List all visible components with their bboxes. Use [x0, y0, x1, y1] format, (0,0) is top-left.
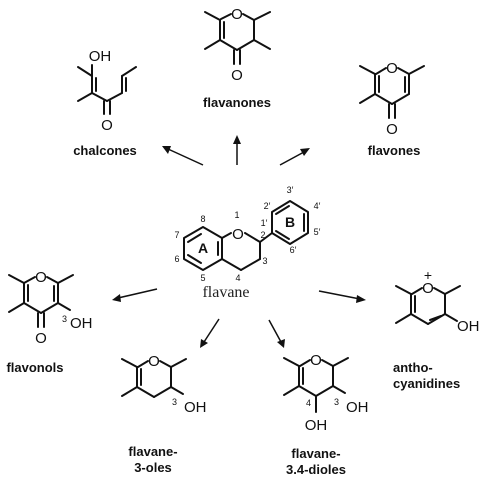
flavanones-carbonyl-oxygen: O: [231, 67, 243, 84]
flavane-3-oles-position-3: 3: [172, 397, 178, 407]
flavones-oxygen: O: [386, 60, 398, 77]
flavane-3-oles-oxygen: O: [148, 353, 160, 370]
anthocyanidines-label-line-1: antho-: [393, 360, 433, 375]
flavones-label: flavones: [367, 143, 421, 158]
arrow-to-flavones: [280, 152, 304, 165]
flavane-3-4-dioles-hydroxyl-3: OH: [346, 399, 369, 416]
flavonols-position-3: 3: [62, 314, 68, 324]
position-2-prime: 2′: [263, 201, 271, 211]
ring-a-letter: A: [197, 240, 209, 256]
position-1-prime: 1′: [260, 218, 268, 228]
position-4-prime: 4′: [313, 201, 321, 211]
position-7: 7: [174, 230, 180, 240]
flavane-label: flavane: [202, 284, 250, 301]
position-8: 8: [200, 214, 206, 224]
position-6-prime: 6′: [289, 245, 297, 255]
position-3: 3: [262, 256, 268, 266]
flavonols-label: flavonols: [6, 360, 64, 375]
flavane-3-oles-label-line-2: 3-oles: [134, 460, 172, 475]
flavane-3-oles-structure: [122, 353, 207, 416]
chalcones-label: chalcones: [73, 143, 137, 158]
chalcones-hydroxyl: OH: [88, 48, 112, 65]
flavane-oxygen: O: [232, 226, 244, 243]
position-5: 5: [200, 273, 206, 283]
flavane-3-4-dioles-position-3: 3: [334, 397, 340, 407]
position-2: 2: [260, 230, 266, 240]
flavones-carbonyl-oxygen: O: [386, 121, 398, 138]
arrow-to-flavane-3-4-dioles: [269, 320, 281, 342]
flavane-3-4-dioles-hydroxyl-4: OH: [304, 417, 328, 434]
flavanones-structure: [205, 6, 270, 84]
flavonols-oxygen: O: [35, 269, 47, 286]
position-5-prime: 5′: [313, 227, 321, 237]
position-4: 4: [235, 273, 241, 283]
arrow-to-flavane-3-oles: [204, 319, 219, 342]
chalcones-structure: [78, 48, 136, 134]
flavane-3-oles-label-line-1: flavane-: [128, 444, 178, 459]
anthocyanidines-label-line-2: cyanidines: [393, 376, 461, 391]
flavonols-hydroxyl: OH: [70, 315, 93, 332]
ring-b-letter: B: [284, 214, 296, 230]
flavane-structure: [174, 185, 320, 301]
arrow-to-chalcones: [168, 149, 203, 165]
flavanones-label: flavanones: [203, 95, 271, 110]
flavane-3-4-dioles-label-line-1: flavane-: [291, 446, 341, 461]
anthocyanidines-oxygen: O: [422, 280, 434, 297]
flavonols-carbonyl-oxygen: O: [35, 330, 47, 347]
position-6: 6: [174, 254, 180, 264]
flavane-3-4-dioles-position-4: 4: [306, 398, 312, 408]
flavane-3-oles-hydroxyl: OH: [184, 399, 207, 416]
flavones-structure: [360, 60, 424, 138]
chalcones-carbonyl-oxygen: O: [101, 117, 113, 134]
arrow-to-flavonols: [118, 289, 157, 298]
flavonols-structure: [9, 269, 93, 347]
arrow-to-anthocyanidines: [319, 291, 360, 299]
flavanones-oxygen: O: [231, 6, 243, 23]
anthocyanidines-hydroxyl: OH: [457, 318, 480, 335]
flavane-3-4-dioles-oxygen: O: [310, 352, 322, 369]
anthocyanidines-positive-charge: +: [423, 267, 433, 283]
position-1: 1: [234, 210, 240, 220]
anthocyanidines-structure: [396, 267, 480, 335]
flavane-3-4-dioles-label-line-2: 3.4-dioles: [286, 462, 346, 477]
position-3-prime: 3′: [286, 185, 294, 195]
flavane-3-4-dioles-structure: [284, 352, 369, 434]
